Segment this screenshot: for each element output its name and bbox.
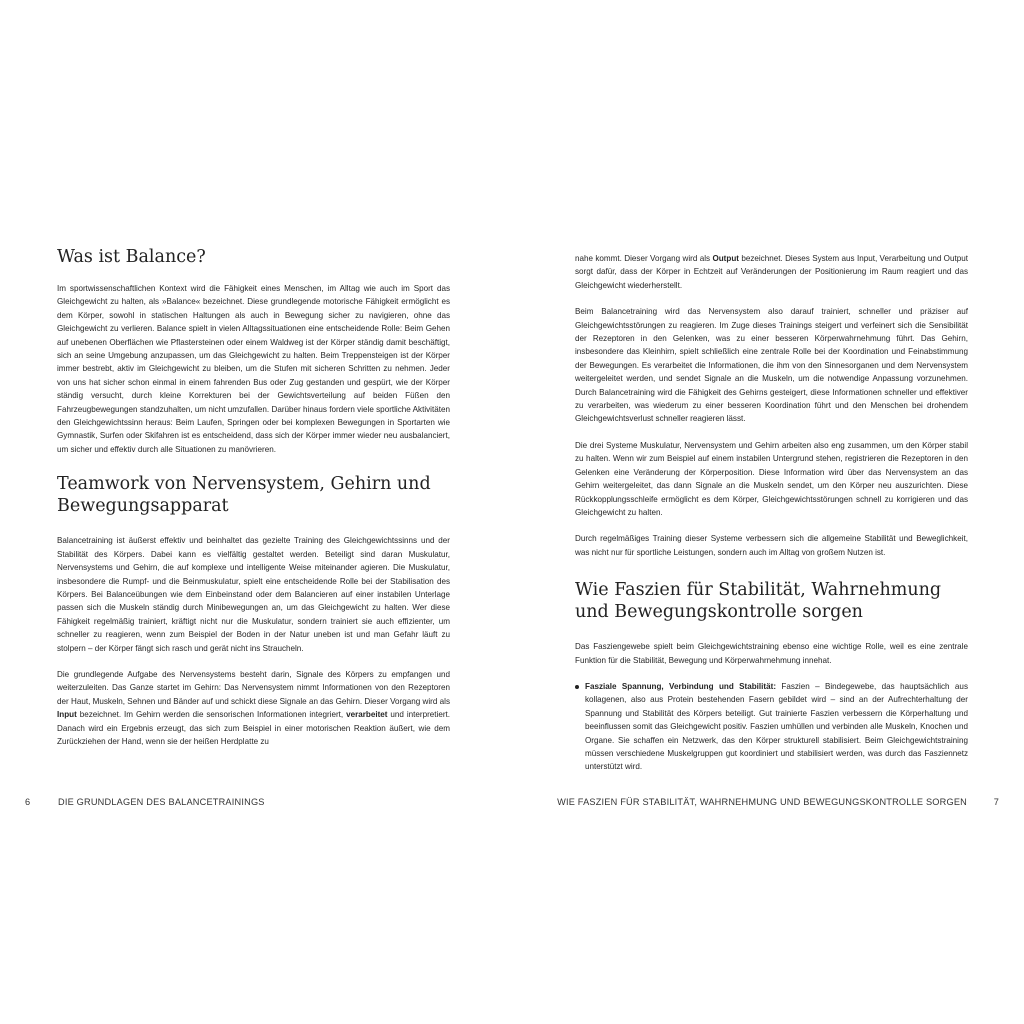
bullet-title: Fasziale Spannung, Verbindung und Stabilität: <box>585 681 777 691</box>
paragraph: Die grundlegende Aufgabe des Nervensystems besteht darin, Signale des Körpers zu empfangen und weiterzuleiten. Das Ganze startet im Gehirn: Das Nervensystem nimmt Informationen von den Rezeptoren der Haut, Muskeln, Sehnen und Bänder auf und schickt diese Signale an das Gehirn. Dieser Vorgang wird als Input bezeichnet. Im Gehirn werden die sensorischen Informationen integriert, verarbeitet und interpretiert. Danach wird ein Ergebnis erzeugt, das sich zum Beispiel in einer motorischen Reaktion äußert, wie dem Zurückziehen der Hand, wenn sie der heißen Herdplatte zu <box>57 669 451 746</box>
bold-term-output: Output <box>712 254 739 263</box>
paragraph: Im sportwissenschaftlichen Kontext wird die Fähigkeit eines Menschen, im Alltag wie auch im Sport das Gleichgewicht zu halten, als »Balance« bezeichnet. Diese grundlegende motorische Fähigkeit ermöglicht es dem Körper, sowohl in statischen Haltungen als auch in Bewegung sicher zu navigieren, ohne das Gleichgewicht zu verlieren. Balance spielt in vielen Alltagssituationen eine entscheidende Rolle: Beim Gehen auf unebenen Oberflächen wie Pflastersteinen oder einem Waldweg ist der Körper ständig damit beschäftigt, sich an seine Umgebung anzupassen, um das Gleichgewicht zu halten. Beim Treppensteigen ist der Körper immer bestrebt, aktiv im Gleichgewicht zu bleiben, um die Stufen mit sicheren Schritten zu nehmen. Jeder von uns hat sicher schon einmal in einem fahrenden Bus oder Zug gestanden und gespürt, wie der Körper ständig versucht, durch kleine Korrekturen bei der Gewichtsverteilung auf beiden Füßen den Fahrzeugbewegungen standzuhalten, um nicht umzufallen. Darüber hinaus fordern viele sportliche Aktivitäten den Gleichgewichtssinn heraus: Beim Laufen, Springen oder bei komplexen Bewegungen in Sportarten wie Gymnastik, Surfen oder Skifahren ist es entscheidend, dass sich der Körper immer wieder neu ausbalanciert, um sicher und effektiv durch alle Situationen zu manövrieren. <box>57 284 450 454</box>
section-heading-faszien: Wie Faszien für Stabilität, Wahrnehmung und Bewegungskontrolle sorgen <box>575 580 942 623</box>
right-page-content <box>575 252 968 787</box>
paragraph: Das Fasziengewebe spielt beim Gleichgewichtstraining ebenso eine wichtige Rolle, weil es eine zentrale Funktion für die Stabilität, Bewegung und Körperwahrnehmung innehat. <box>575 642 968 665</box>
bold-term-input: Input <box>57 710 77 720</box>
paragraph: Balancetraining ist äußerst effektiv und beinhaltet das gezielte Training des Gleichgewichtssinns und der Stabilität des Körpers. Dabei kann es vielfältig gestaltet werden. Beteiligt sind daran Muskulatur, Nervensystems und Gehirn, die auf komplexe und intelligente Weise miteinander agieren. Die Muskulatur, insbesondere die Rumpf- und die Beinmuskulatur, spielt eine entscheidende Rolle bei der Stabilisation des Körpers. Bei Balanceübungen wie dem Einbeinstand oder dem Balancieren auf einer instabilen Unterlage passen sich die Muskeln ständig durch Minibewegungen an, um das Gleichgewicht zu halten. Wer diese Fähigkeit regelmäßig trainiert, kräftigt nicht nur die Muskulatur, sondern trainiert sie auch effizienter, um schneller zu reagieren, wenn zum Beispiel der Boden in der Natur uneben ist und man Gefahr läuft zu stolpern – der Körper fängt sich rasch und gerät nicht ins Straucheln. <box>57 536 450 653</box>
running-head-left: DIE GRUNDLAGEN DES BALANCETRAININGS <box>58 797 265 807</box>
paragraph: Die drei Systeme Muskulatur, Nervensystem und Gehirn arbeiten also eng zusammen, um den Körper stabil zu halten. Wenn wir zum Beispiel auf einem instabilen Untergrund stehen, registrieren die Rezeptoren in den Gelenken eine Veränderung der Körperposition. Diese Information wird über das Nervensystem an das Gehirn weitergeleitet, das dann Signale an die Muskeln sendet, um den Körper neu auszurichten. Diese Rückkopplungsschleife ermöglicht es dem Körper, Gleichgewichtsstörungen schnell zu korrigieren und das Gleichgewicht zu halten. <box>575 440 968 517</box>
paragraph: nahe kommt. Dieser Vorgang wird als Output bezeichnet. Dieses System aus Input, Verarbeitung und Output sorgt dafür, dass der Körper in Echtzeit auf Veränderungen der Positionierung im Raum reagiert und das Gleichgewicht wiederherstellt. <box>575 254 968 290</box>
bullet-item: Fasziale Spannung, Verbindung und Stabilität: Faszien – Bindegewebe, das hauptsächlich aus kollagenen, also aus Protein bestehenden Fasern gebildet wird – sind an der Aufrechterhaltung der Spannung und Stabilität des Körpers beteiligt. Gut trainierte Faszien verbessern die Körperhaltung und beeinflussen somit das Gleichgewicht positiv. Faszien umhüllen und verbinden alle Muskeln, Knochen und Organe. Sie schaffen ein Netzwerk, das den Körper strukturell stabilisiert. Beim Gleichgewichtstraining müssen verschiedene Muskelgruppen gut koordiniert und stabilisiert werden, was durch das Fasziennetz unterstützt wird. <box>575 680 968 774</box>
section-heading-balance: Was ist Balance? <box>57 247 206 267</box>
paragraph: Durch regelmäßiges Training dieser Systeme verbessern sich die allgemeine Stabilität und Beweglichkeit, was nicht nur für sportliche Leistungen, sondern auch im Alltag von großem Nutzen ist. <box>575 534 968 557</box>
page-number-right: 7 <box>993 797 999 807</box>
running-head-right: WIE FASZIEN FÜR STABILITÄT, WAHRNEHMUNG UND BEWEGUNGSKONTROLLE SORGEN <box>557 797 967 807</box>
page-number-left: 6 <box>25 797 31 807</box>
paragraph: Beim Balancetraining wird das Nervensystem also darauf trainiert, schneller und präziser auf Gleichgewichtsstörungen zu reagieren. Im Zuge dieses Trainings steigert und verfeinert sich die Sensibilität der Rezeptoren in den Gelenken, was zu einer besseren Körperwahrnehmung führt. Das Gehirn, insbesondere das Kleinhirn, spielt schließlich eine zentrale Rolle bei der Koordination und Feinabstimmung der Bewegungen. Es verarbeitet die Informationen, die ihm von den Sinnesorganen und dem Nervensystem weitergeleitet werden, und sendet Signale an die Muskeln, um die notwendige Anpassung vorzunehmen. Durch Balancetraining wird die Fähigkeit des Gehirns gesteigert, diese Informationen schneller und effektiver zu verarbeiten, was wiederum zu einer besseren Koordination führt und den Menschen bei drohendem Gleichgewichtsverlust schneller reagieren lässt. <box>575 307 968 424</box>
bold-term-verarbeitet: verarbeitet <box>346 710 388 720</box>
left-page-content <box>57 246 450 761</box>
section-heading-teamwork: Teamwork von Nervensystem, Gehirn und Bewegungsapparat <box>57 474 431 517</box>
